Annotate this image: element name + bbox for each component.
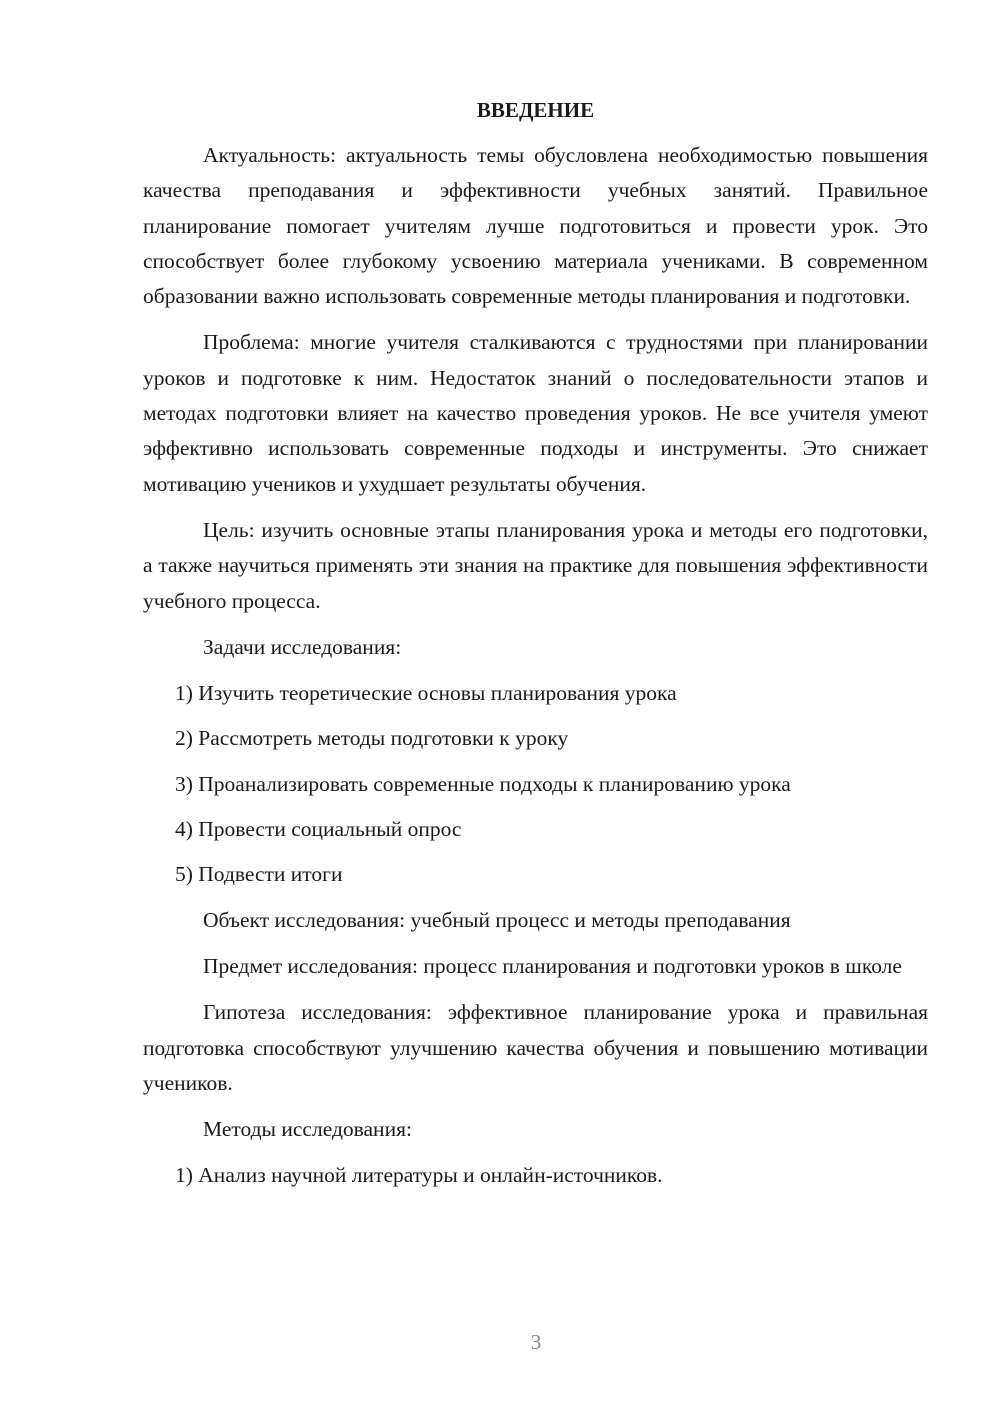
goal-paragraph: Цель: изучить основные этапы планирования урока и методы его подготовки, а также научиться применять эти знания на практике для повышения эффективности учебного процесса. — [143, 517, 928, 613]
object-paragraph: Объект исследования: учебный процесс и методы преподавания — [203, 907, 791, 932]
methods-heading: Методы исследования: — [203, 1117, 412, 1142]
page-number: 3 — [530, 1330, 542, 1354]
method-item-1: 1) Анализ научной литературы и онлайн-источников. — [175, 1163, 663, 1188]
tasks-heading: Задачи исследования: — [203, 634, 402, 659]
task-item-4: 4) Провести социальный опрос — [175, 817, 462, 842]
hypothesis-paragraph: Гипотеза исследования: эффективное планирование урока и правильная подготовка способствуют улучшению качества обучения и повышению мотивации учеников. — [143, 1000, 928, 1095]
document-page — [143, 95, 928, 1204]
problem-paragraph: Проблема: многие учителя сталкиваются с трудностями при планировании уроков и подготовке к ним. Недостаток знаний о последовательности этапов и методах подготовки влияет на качество проведения уроков. Не все учителя умеют эффективно использовать современные подходы и инструменты. Это снижает мотивацию учеников и ухудшает результаты обучения. — [143, 330, 928, 496]
task-item-5: 5) Подвести итоги — [175, 862, 343, 887]
task-item-2: 2) Рассмотреть методы подготовки к уроку — [175, 726, 569, 751]
relevance-paragraph: Актуальность: актуальность темы обусловлена необходимостью повышения качества преподавания и эффективности учебных занятий. Правильное планирование помогает учителям лучше подготовиться и провести урок. Это способствует более глубокому усвоению материала учениками. В современном образовании важно использовать современные методы планирования и подготовки. — [143, 143, 928, 309]
task-item-1: 1) Изучить теоретические основы планирования урока — [175, 681, 677, 706]
task-item-3: 3) Проанализировать современные подходы к планированию урока — [175, 771, 791, 796]
subject-paragraph: Предмет исследования: процесс планирования и подготовки уроков в школе — [203, 953, 902, 978]
section-title: ВВЕДЕНИЕ — [476, 98, 595, 122]
